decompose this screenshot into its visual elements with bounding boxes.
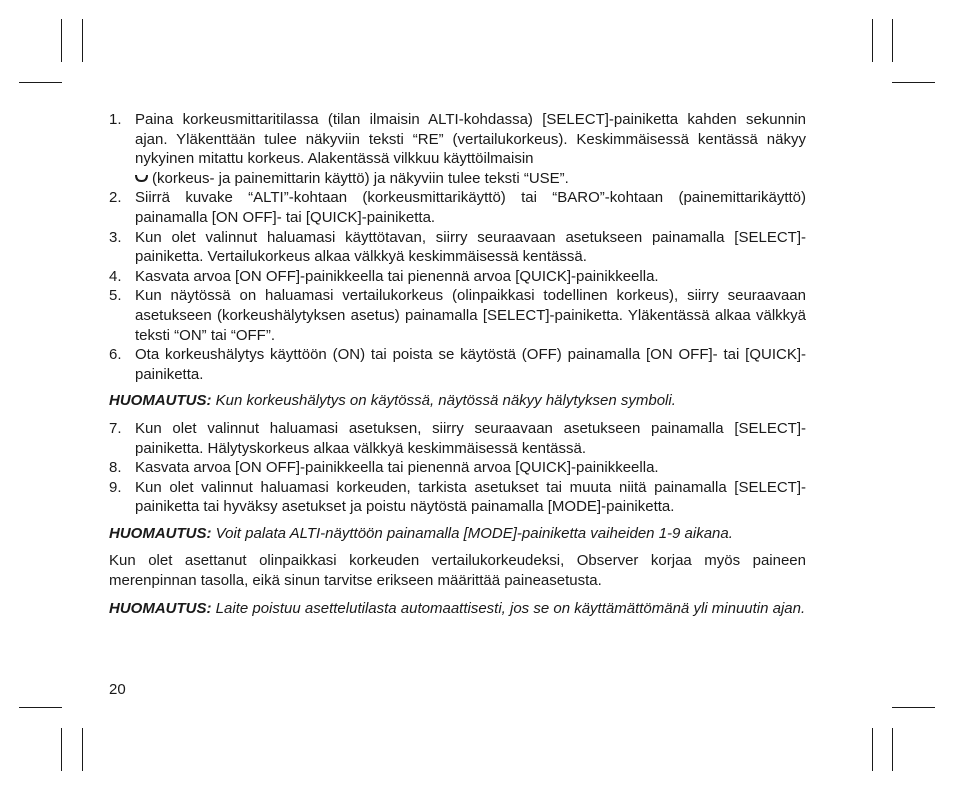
note-label: HUOMAUTUS:: [109, 599, 212, 617]
list-item: [109, 188, 806, 227]
crop-mark-top-left-inner: [82, 19, 83, 62]
list-item: [109, 286, 806, 345]
crop-mark-top-left-outer: [61, 19, 62, 62]
crop-mark-bottom-left-outer: [61, 728, 62, 771]
step-text: Kun olet valinnut haluamasi käyttötavan, siirry seuraavaan asetukseen painamalla [SELECT]-painiketta. Vertailukorkeus alkaa välkkyä keskimmäisessä kentässä.: [135, 228, 806, 266]
step-text: Kun olet valinnut haluamasi asetuksen, siirry seuraavaan asetukseen painamalla [SELECT]-painiketta. Hälytyskorkeus alkaa välkkyä keskimmäisessä kentässä.: [135, 419, 806, 457]
list-item: [109, 110, 806, 188]
crop-mark-top-right-horizontal: [892, 82, 935, 83]
note-label: HUOMAUTUS:: [109, 392, 212, 410]
note-auto-exit: [109, 599, 806, 619]
step-number: 5.: [109, 287, 122, 305]
body-paragraph: Kun olet asettanut olinpaikkasi korkeuden vertailukorkeudeksi, Observer korjaa myös paineen merenpinnan tasolla, eikä sinun tarvitse erikseen määrittää paineasetusta.: [109, 552, 806, 590]
note-label: HUOMAUTUS:: [109, 524, 212, 542]
step-text: Kun näytössä on haluamasi vertailukorkeus (olinpaikkasi todellinen korkeus), siirry seuraavaan asetukseen (korkeushälytyksen asetus) painamalla [SELECT]-painiketta. Yläkentässä alkaa välkkyä teksti “ON” tai “OFF”.: [135, 287, 806, 344]
step-number: 6.: [109, 346, 122, 364]
usage-indicator-icon: [135, 174, 148, 182]
note-text: Laite poistuu asettelutilasta automaattisesti, jos se on käyttämättömänä yli minuutin ajan.: [215, 599, 806, 617]
list-item: [109, 478, 806, 517]
list-item: [109, 345, 806, 384]
crop-mark-top-left-horizontal: [19, 82, 62, 83]
step-number: 8.: [109, 459, 122, 477]
crop-mark-top-right-outer: [872, 19, 873, 62]
step-number: 7.: [109, 419, 122, 437]
step-text: Siirrä kuvake “ALTI”-kohtaan (korkeusmittarikäyttö) tai “BARO”-kohtaan (painemittarikäyttö) painamalla [ON OFF]- tai [QUICK]-painiketta.: [135, 189, 806, 226]
step-text: Kasvata arvoa [ON OFF]-painikkeella tai pienennä arvoa [QUICK]-painikkeella.: [135, 267, 659, 285]
crop-mark-bottom-right-outer: [872, 728, 873, 771]
crop-mark-bottom-right-inner: [892, 728, 893, 771]
steps-list-2: [109, 419, 806, 517]
step-text: Paina korkeusmittaritilassa (tilan ilmaisin ALTI-kohdassa) [SELECT]-painiketta kahden sekunnin ajan. Yläkenttään tulee näkyviin teksti “RE” (vertailukorkeus). Keskimmäisessä kentässä näkyy nykyinen mitattu korkeus. Alakentässä vilkkuu käyttöilmaisin: [135, 111, 806, 168]
step-number: 4.: [109, 267, 122, 285]
step-text-after-icon: (korkeus- ja painemittarin käyttö) ja näkyviin tulee teksti “USE”.: [152, 169, 569, 187]
step-text: Kun olet valinnut haluamasi korkeuden, tarkista asetukset tai muuta niitä painamalla [SELECT]-painiketta tai hyväksy asetukset ja poistu näytöstä painamalla [MODE]-painiketta.: [135, 478, 806, 516]
note-text: Kun korkeushälytys on käytössä, näytössä näkyy hälytyksen symboli.: [215, 392, 676, 410]
step-number: 9.: [109, 478, 122, 496]
list-item: [109, 458, 806, 478]
step-text: Kasvata arvoa [ON OFF]-painikkeella tai pienennä arvoa [QUICK]-painikkeella.: [135, 459, 659, 477]
list-item: [109, 228, 806, 267]
manual-page-content: [109, 110, 806, 626]
note-return-alti: [109, 524, 806, 544]
note-alarm-symbol: [109, 391, 806, 411]
crop-mark-bottom-right-horizontal: [892, 707, 935, 708]
list-item: [109, 267, 806, 287]
page-number: 20: [109, 681, 126, 698]
step-number: 2.: [109, 189, 122, 207]
crop-mark-bottom-left-inner: [82, 728, 83, 771]
step-number: 3.: [109, 228, 122, 246]
crop-mark-bottom-left-horizontal: [19, 707, 62, 708]
list-item: [109, 419, 806, 458]
steps-list-1: [109, 110, 806, 384]
crop-mark-top-right-inner: [892, 19, 893, 62]
step-number: 1.: [109, 111, 122, 128]
note-text: Voit palata ALTI-näyttöön painamalla [MODE]-painiketta vaiheiden 1-9 aikana.: [215, 524, 733, 542]
step-text: Ota korkeushälytys käyttöön (ON) tai poista se käytöstä (OFF) painamalla [ON OFF]- tai [QUICK]-painiketta.: [135, 346, 806, 383]
